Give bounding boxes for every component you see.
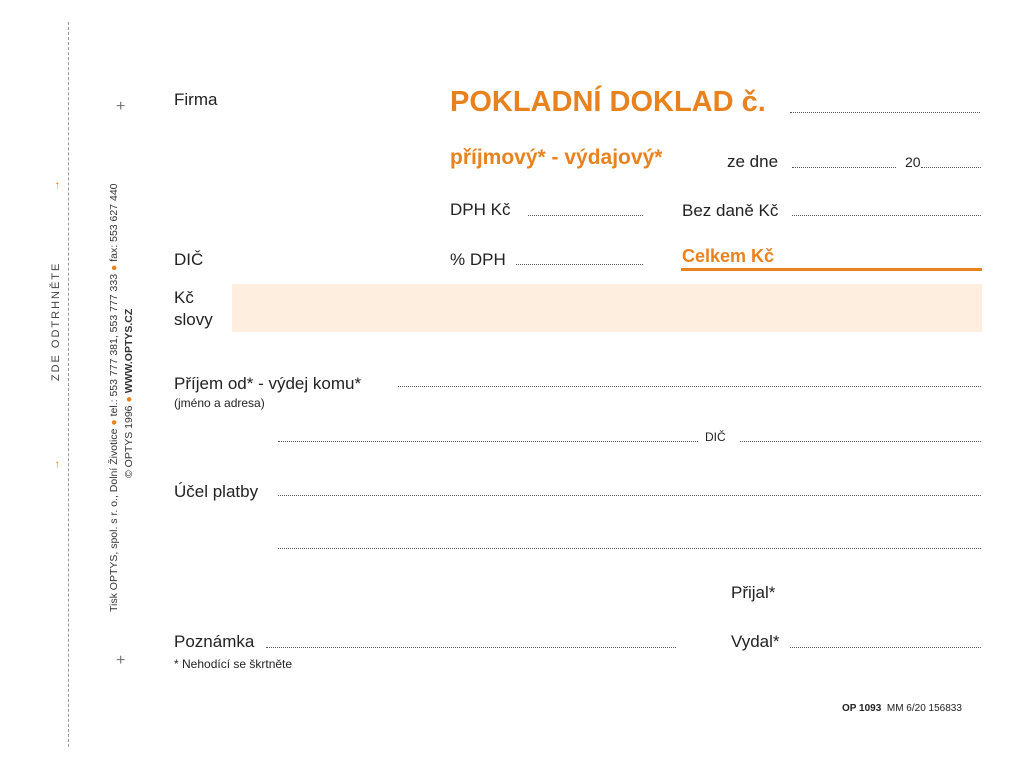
strike-note: * Nehodící se škrtněte bbox=[174, 657, 293, 671]
form-code-rest: MM 6/20 156833 bbox=[886, 703, 962, 714]
registration-mark: + bbox=[116, 652, 126, 669]
year-field[interactable] bbox=[921, 167, 981, 168]
celkem-underline[interactable] bbox=[681, 268, 982, 271]
ucel-field-2[interactable] bbox=[278, 548, 981, 549]
ucel-label: Účel platby bbox=[174, 482, 259, 501]
perforation-line bbox=[68, 22, 69, 747]
year-prefix: 20 bbox=[905, 154, 921, 170]
amount-words-field[interactable] bbox=[232, 284, 982, 332]
cut-label-text: ZDE ODTRHNĚTE bbox=[50, 261, 62, 382]
bez-dane-label: Bez daně Kč bbox=[682, 201, 779, 220]
poznamka-field[interactable] bbox=[266, 647, 676, 648]
slovy-label: slovy bbox=[174, 310, 213, 329]
doc-number-field[interactable] bbox=[790, 112, 980, 113]
registration-mark: + bbox=[116, 98, 126, 115]
printer-info: Tisk OPTYS, spol. s r. o., Dolní Životice ● tel.: 553 777 381, 553 777 333 ● fax: 553 627 440 bbox=[108, 183, 120, 612]
printer-line: Tisk OPTYS, spol. s r. o., Dolní Životice bbox=[108, 428, 120, 612]
date-field[interactable] bbox=[792, 167, 896, 168]
dph-field[interactable] bbox=[528, 215, 643, 216]
printer-tel: tel.: 553 777 381, 553 777 333 bbox=[108, 273, 120, 417]
form-code-bold: OP 1093 bbox=[842, 703, 882, 714]
dic2-field[interactable] bbox=[740, 441, 981, 442]
dic-label: DIČ bbox=[174, 250, 204, 269]
cut-label bbox=[50, 178, 62, 470]
document-type: příjmový* - výdajový* bbox=[450, 146, 663, 169]
firma-label: Firma bbox=[174, 90, 218, 109]
celkem-label: Celkem Kč bbox=[682, 246, 775, 266]
vydal-label: Vydal* bbox=[731, 632, 780, 651]
bez-dane-field[interactable] bbox=[792, 215, 981, 216]
pct-dph-label: % DPH bbox=[450, 250, 506, 269]
kc-label: Kč bbox=[174, 288, 194, 307]
dph-label: DPH Kč bbox=[450, 200, 511, 219]
ucel-field[interactable] bbox=[278, 495, 981, 496]
address-field[interactable] bbox=[278, 441, 698, 442]
arrow-icon: → bbox=[50, 177, 62, 191]
pct-dph-field[interactable] bbox=[516, 264, 643, 265]
web-address: WWW.OPTYS.CZ bbox=[123, 308, 135, 394]
arrow-icon: → bbox=[50, 457, 62, 470]
name-address-hint: (jméno a adresa) bbox=[174, 396, 265, 410]
copyright: © OPTYS 1996 bbox=[123, 405, 135, 478]
prijal-label: Přijal* bbox=[731, 583, 776, 602]
prijem-field[interactable] bbox=[398, 386, 981, 387]
prijem-label: Příjem od* - výdej komu* bbox=[174, 374, 362, 393]
printer-web: © OPTYS 1996 ● WWW.OPTYS.CZ bbox=[123, 308, 135, 478]
dic2-label: DIČ bbox=[705, 430, 726, 444]
printer-fax: fax: 553 627 440 bbox=[108, 183, 120, 262]
form-code bbox=[842, 703, 962, 714]
vydal-field[interactable] bbox=[790, 647, 981, 648]
document-title: POKLADNÍ DOKLAD č. bbox=[450, 86, 766, 118]
date-label: ze dne bbox=[727, 152, 779, 171]
poznamka-label: Poznámka bbox=[174, 632, 255, 651]
